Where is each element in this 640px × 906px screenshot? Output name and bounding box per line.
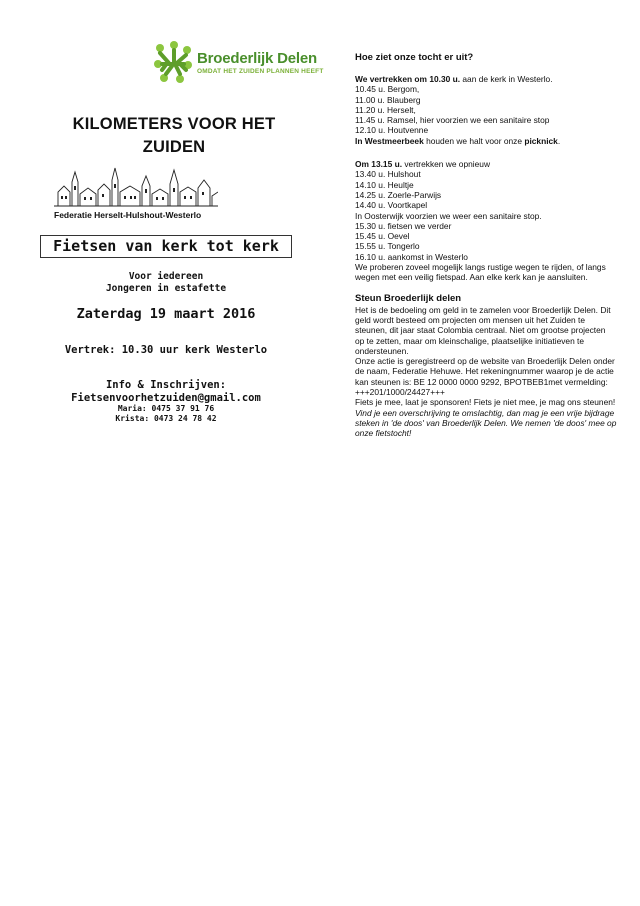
support-paragraph: Fiets je mee, laat je sponsoren! Fiets je niet mee, je mag ons steunen! [355, 397, 616, 408]
route-stop: 12.10 u. Houtvenne [355, 125, 429, 136]
audience [40, 271, 292, 295]
route-restart [355, 159, 617, 169]
contact-phones [40, 404, 292, 424]
support-paragraph-italic: Vind je een overschrijving te omslachtig, dan mag je een vrije bijdrage steken in 'de doos' van Broederlijk Delen. We nemen 'de doos' mee op onze fietstocht! [355, 407, 617, 439]
info-heading: Info & Inschrijven: [105, 379, 227, 391]
picnic-word: picknick [524, 135, 558, 146]
audience-line-1: Voor iedereen [128, 271, 204, 282]
picnic-end: . [557, 135, 561, 146]
route-start-place: aan de kerk in Westerlo. [460, 74, 553, 84]
route-start [355, 74, 617, 84]
event-date: Zaterdag 19 maart 2016 [76, 306, 256, 322]
route-stop: 14.40 u. Voortkapel [355, 200, 428, 211]
logo-tagline: OMDAT HET ZUIDEN PLANNEN HEEFT [197, 68, 324, 75]
route-closing: We proberen zoveel mogelijk langs rustige wegen te rijden, of langs wegen met een veilig fietspad. Aan elke kerk kan je aansluiten. [355, 262, 606, 283]
title-line-2: ZUIDEN [142, 138, 206, 156]
route-stop: 14.10 u. Heultje [355, 179, 414, 190]
departure-info: Vertrek: 10.30 uur kerk Westerlo [64, 344, 268, 356]
route-stop: 15.30 u. fietsen we verder [355, 220, 452, 231]
audience-line-2: Jongeren in estafette [105, 283, 227, 294]
route-stop: 11.20 u. Herselt, [355, 104, 416, 115]
logo-name: Broederlijk Delen [197, 50, 317, 67]
phone-krista: Krista: 0473 24 78 42 [115, 414, 217, 423]
route-stop: In Oosterwijk voorzien we weer een sanitaire stop. [355, 210, 542, 221]
picnic-text: houden we halt voor onze [423, 135, 525, 146]
route-stop: 11.00 u. Blauberg [355, 94, 421, 105]
people-logo-icon [150, 40, 196, 86]
info-block [40, 379, 292, 405]
event-banner: Fietsen van kerk tot kerk [40, 235, 292, 258]
broederlijk-delen-logo [150, 40, 350, 92]
route-stop: 10.45 u. Bergom, [355, 84, 420, 95]
route-start-time: We vertrekken om 10.30 u. [355, 74, 461, 84]
info-email: Fietsenvoorhetzuiden@gmail.com [71, 392, 261, 404]
route-heading: Hoe ziet onze tocht er uit? [355, 52, 474, 63]
federatie-label: Federatie Herselt-Hulshout-Westerlo [54, 210, 202, 220]
support-paragraph: Onze actie is geregistreerd op de website van Broederlijk Delen onder de naam, Federatie Hehuwe. Het rekeningnummer waarop je de actie kan steunen is: BE 12 0000 0000 9292, BPOTBEB1met vermelding: +++201/1000/24427+++ [355, 356, 615, 398]
route-stop: 15.55 u. Tongerlo [355, 241, 420, 252]
title-line-1: KILOMETERS VOOR HET [72, 115, 276, 133]
page-title [58, 113, 290, 159]
right-column [355, 52, 617, 439]
village-skyline-illustration [54, 162, 218, 208]
route-stop: 16.10 u. aankomst in Westerlo [355, 251, 468, 262]
phone-maria: Maria: 0475 37 91 76 [117, 404, 215, 413]
picnic-place: In Westmeerbeek [355, 135, 424, 146]
support-heading: Steun Broederlijk delen [355, 292, 462, 304]
route-stop: 11.45 u. Ramsel, hier voorzien we een sanitaire stop [355, 115, 550, 126]
route-stop: 14.25 u. Zoerle-Parwijs [355, 189, 442, 200]
route-picnic [355, 136, 617, 146]
restart-time: Om 13.15 u. [355, 159, 403, 170]
route-stop: 13.40 u. Hulshout [355, 169, 421, 180]
restart-text: vertrekken we opnieuw [402, 159, 490, 170]
support-paragraph: Het is de bedoeling om geld in te zamelen voor Broederlijk Delen. Dit geld wordt besteed om projecten om mensen uit het Zuiden te steunen, dit jaar staat Colombia centraal. Niet om grootse projecten op te zetten, maar om kleinschalige, plaatselijke initiatieven te ondersteunen. [355, 304, 611, 356]
route-stop: 15.45 u. Oevel [355, 231, 410, 242]
